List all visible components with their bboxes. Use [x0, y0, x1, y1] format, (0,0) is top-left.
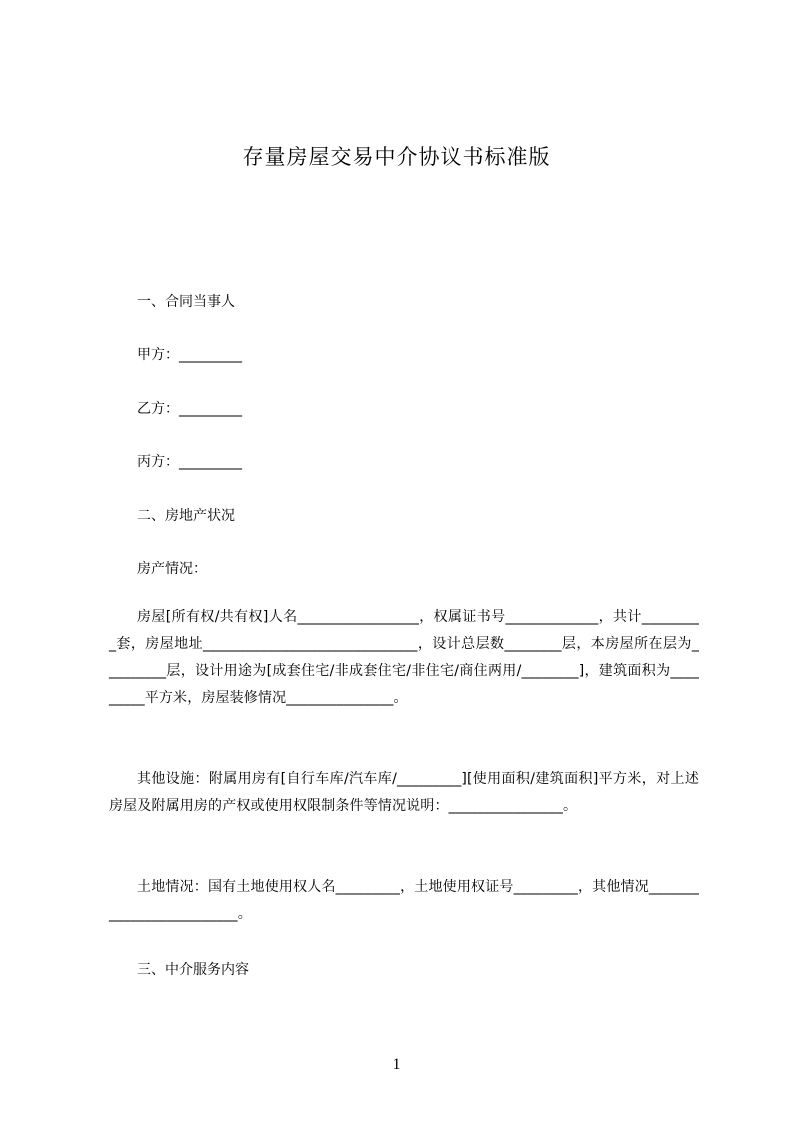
page-number: 1 — [392, 1056, 401, 1073]
facilities-paragraph: 其他设施：附属用房有[自行车库/汽车库/_________][使用面积/建筑面积]平方米，对上述房屋及附属用房的产权或使用权限制条件等情况说明：________________。 — [109, 771, 699, 814]
document-title: 存量房屋交易中介协议书标准版 — [242, 145, 551, 169]
party-c-line: 丙方：_________ — [137, 454, 242, 470]
property-subheading: 房产情况： — [137, 561, 207, 577]
party-b-line: 乙方：_________ — [137, 401, 242, 417]
land-paragraph: 土地情况：国有土地使用权人名_________，土地使用权证号_________，其他情况_________________________。 — [109, 879, 699, 922]
section-heading-parties: 一、合同当事人 — [137, 294, 235, 310]
property-details-paragraph: 房屋[所有权/共有权]人名_________________，权属证书号_____________，共计_________套，房屋地址______________________________，设计总层数________层，本房屋所在层为_________层，设计用途为[成套住宅/非成套住宅/非住宅/商住两用/________]，建筑面积为_________平方米，房屋装修情况_______________。 — [109, 609, 699, 706]
section-heading-services: 三、中介服务内容 — [137, 962, 249, 978]
section-heading-property: 二、房地产状况 — [137, 508, 235, 524]
party-a-line: 甲方：_________ — [137, 347, 242, 363]
